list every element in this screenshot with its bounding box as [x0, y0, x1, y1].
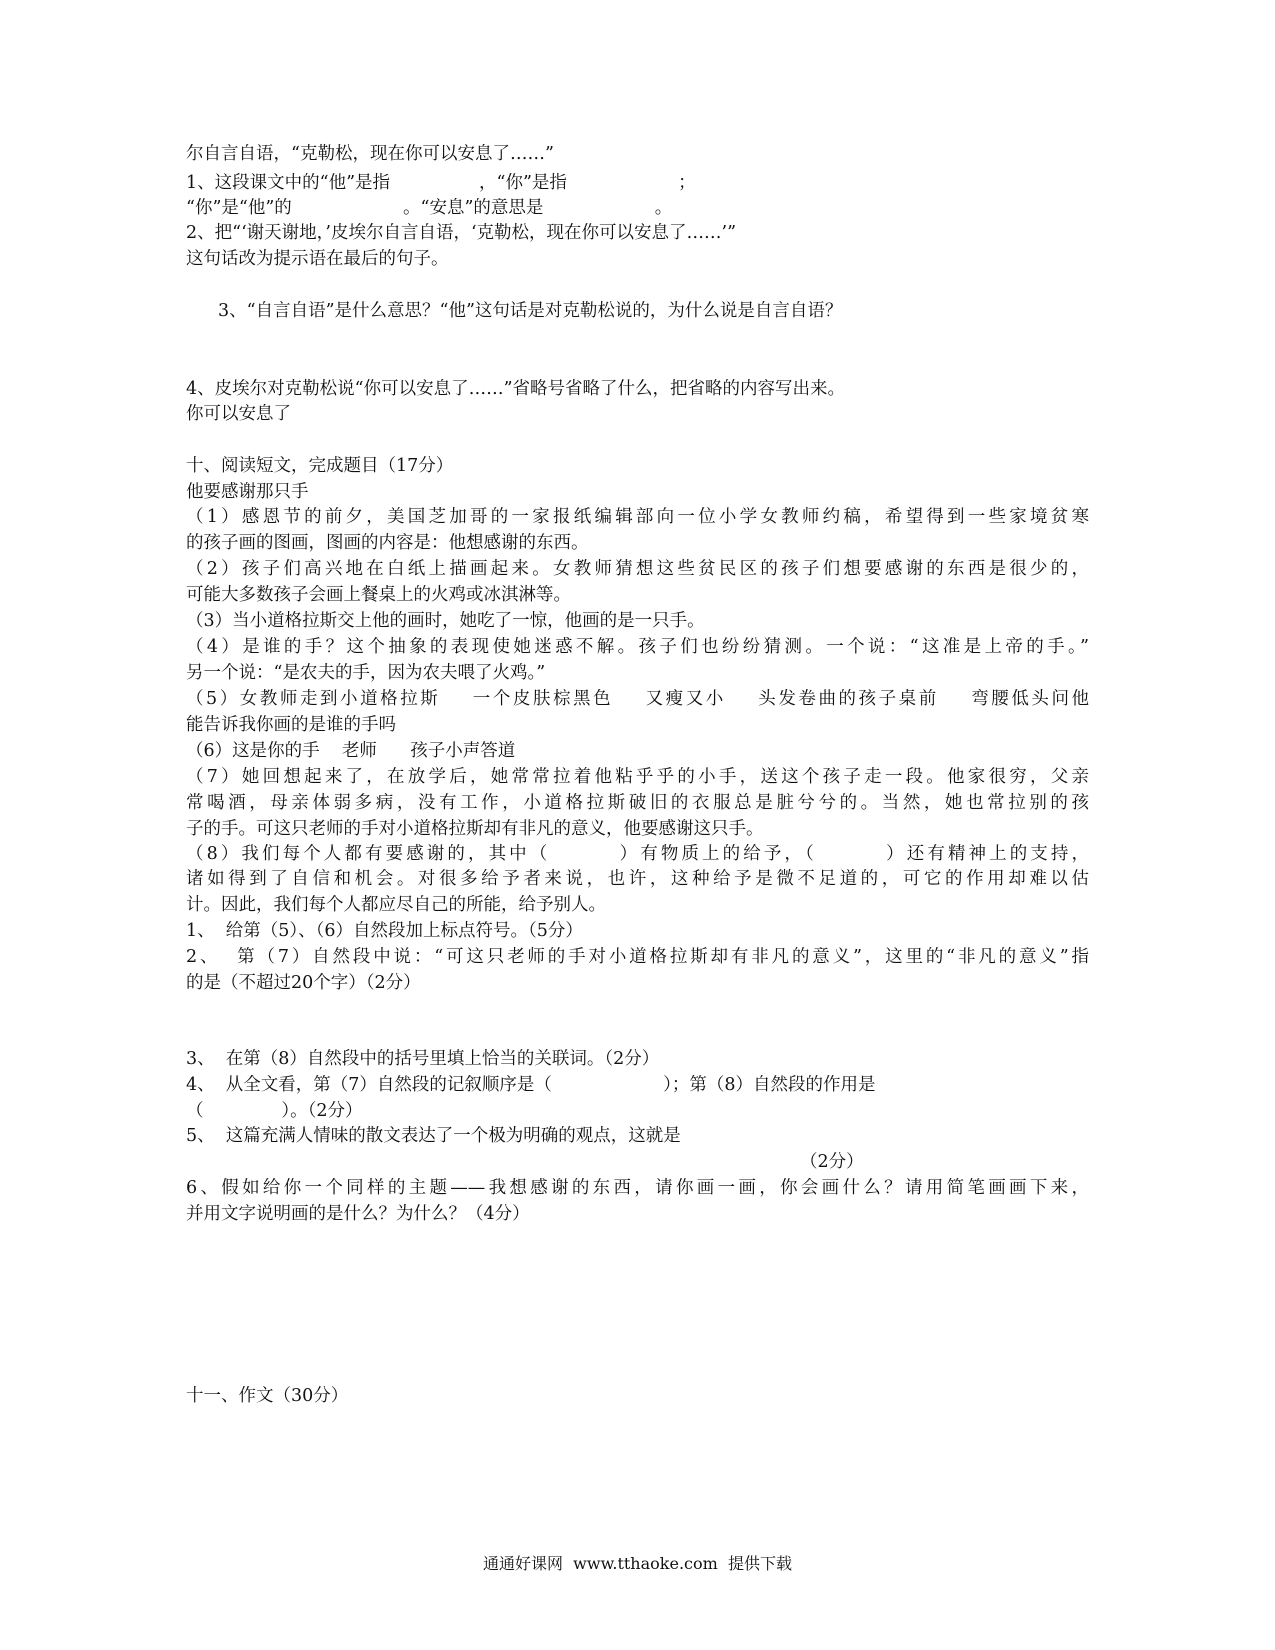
paragraph-7-line-1: （7）她回想起来了，在放学后，她常常拉着他粘乎乎的小手，送这个孩子走一段。他家很穷，父亲 — [186, 767, 1089, 787]
paragraph-5-line-2: 能告诉我你画的是谁的手吗 — [186, 715, 396, 735]
paragraph-2-line-1: （2）孩子们高兴地在白纸上描画起来。女教师猜想这些贫民区的孩子们想要感谢的东西是很少的， — [186, 559, 1089, 579]
reading-question-5-score: （2分） — [800, 1152, 864, 1172]
paragraph-2-line-2: 可能大多数孩子会画上餐桌上的火鸡或冰淇淋等。 — [186, 585, 571, 605]
reading-question-3: 3、 在第（8）自然段中的括号里填上恰当的关联词。（2分） — [186, 1049, 660, 1069]
paragraph-5-line-1: （5）女教师走到小道格拉斯 一个皮肤棕黑色 又瘦又小 头发卷曲的孩子桌前 弯腰低头问他 — [186, 689, 1089, 709]
paragraph-7-line-2: 常喝酒，母亲体弱多病，没有工作，小道格拉斯破旧的衣服总是脏兮兮的。当然，她也常拉别的孩 — [186, 793, 1089, 813]
reading-question-1: 1、 给第（5）、（6）自然段加上标点符号。（5分） — [186, 921, 583, 941]
paragraph-3: （3）当小道格拉斯交上他的画时，她吃了一惊，他画的是一只手。 — [186, 611, 705, 631]
reading-question-4-line-1: 4、 从全文看，第（7）自然段的记叙顺序是（ ）；第（8）自然段的作用是 — [186, 1075, 876, 1095]
paragraph-4-line-2: 另一个说：“是农夫的手，因为农夫喂了火鸡。” — [186, 663, 546, 683]
reading-question-5-line-1: 5、 这篇充满人情味的散文表达了一个极为明确的观点，这就是 — [186, 1126, 681, 1146]
reading-question-4-line-2: （ ）。（2分） — [186, 1101, 363, 1121]
section-10-heading: 十、阅读短文，完成题目（17分） — [186, 456, 454, 476]
question-2-line-2: 这句话改为提示语在最后的句子。 — [186, 249, 449, 269]
paragraph-8-line-1: （8）我们每个人都有要感谢的，其中（ ）有物质上的给予，（ ）还有精神上的支持， — [186, 844, 1089, 864]
paragraph-6: （6）这是你的手 老师 孩子小声答道 — [186, 741, 516, 761]
reading-title: 他要感谢那只手 — [186, 482, 309, 502]
question-3: 3、“自言自语”是什么意思？“他”这句话是对克勒松说的，为什么说是自言自语？ — [218, 301, 843, 321]
section-11-heading: 十一、作文（30分） — [186, 1386, 349, 1406]
question-1-line-1: 1、这段课文中的“他”是指 ，“你”是指 ； — [186, 173, 696, 193]
passage-end-line: 尔自言自语，“克勒松，现在你可以安息了……” — [186, 144, 554, 164]
question-4: 4、皮埃尔对克勒松说“你可以安息了……”省略号省略了什么，把省略的内容写出来。 — [186, 379, 846, 399]
paragraph-7-line-3: 子的手。可这只老师的手对小道格拉斯却有非凡的意义，他要感谢这只手。 — [186, 819, 764, 839]
question-4-answer-prompt: 你可以安息了 — [186, 404, 291, 424]
question-1-line-2: “你”是“他”的 。“安息”的意思是 。 — [186, 198, 673, 218]
paragraph-8-line-3: 计。因此，我们每个人都应尽自己的所能，给予别人。 — [186, 895, 606, 915]
paragraph-1-line-2: 的孩子画的图画，图画的内容是：他想感谢的东西。 — [186, 533, 589, 553]
reading-question-6-line-2: 并用文字说明画的是什么？为什么？（4分） — [186, 1204, 530, 1224]
paragraph-1-line-1: （1）感恩节的前夕，美国芝加哥的一家报纸编辑部向一位小学女教师约稿，希望得到一些家境贫寒 — [186, 507, 1089, 527]
reading-question-6-line-1: 6、假如给你一个同样的主题——我想感谢的东西，请你画一画，你会画什么？请用简笔画画下来， — [186, 1178, 1089, 1198]
paragraph-8-line-2: 诸如得到了自信和机会。对很多给予者来说，也许，这种给予是微不足道的，可它的作用却难以估 — [186, 869, 1089, 889]
paragraph-4-line-1: （4）是谁的手？这个抽象的表现使她迷惑不解。孩子们也纷纷猜测。一个说：“这准是上帝的手。” — [186, 637, 1089, 657]
page-footer: 通通好课网 www.tthaoke.com 提供下载 — [483, 1554, 792, 1573]
reading-question-2-line-1: 2、 第（7）自然段中说：“可这只老师的手对小道格拉斯却有非凡的意义”，这里的“非凡的意义”指 — [186, 947, 1089, 967]
question-2-line-1: 2、把“‘谢天谢地，’皮埃尔自言自语，‘克勒松，现在你可以安息了……’” — [186, 223, 737, 243]
reading-question-2-line-2: 的是（不超过20个字）（2分） — [186, 973, 421, 993]
